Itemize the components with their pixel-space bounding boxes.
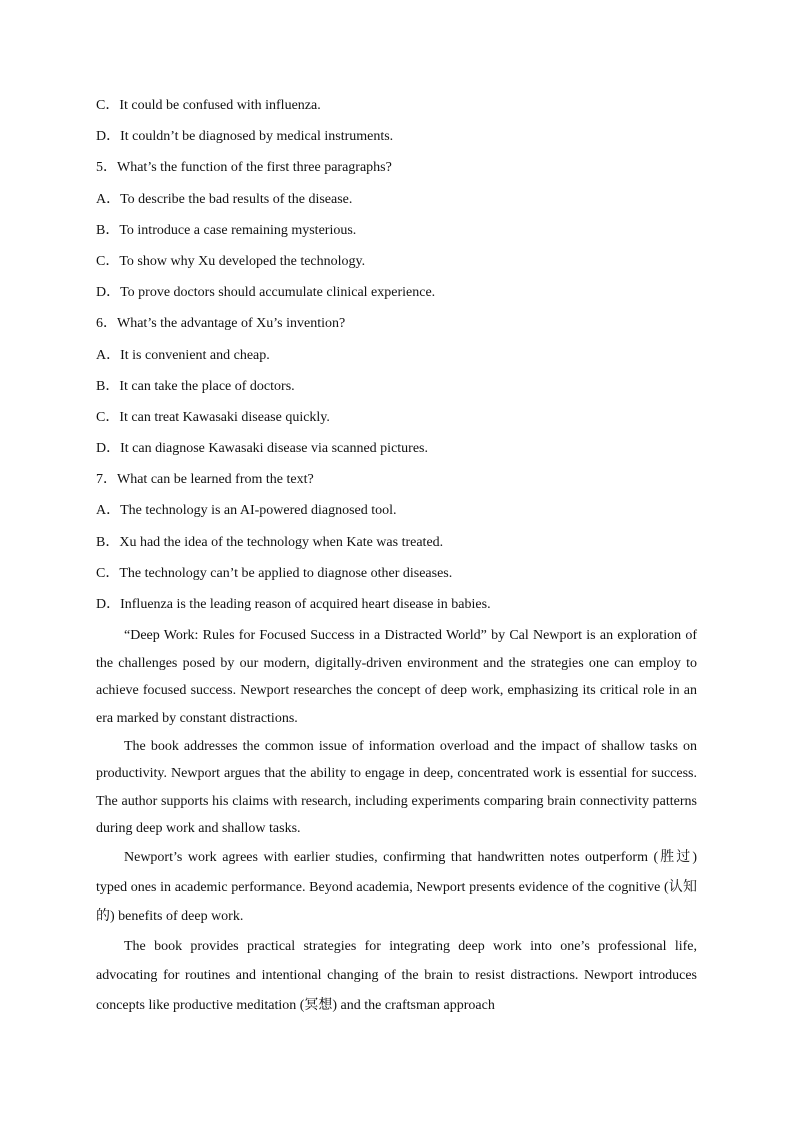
option-line: A．The technology is an AI-powered diagnosed tool. [96,503,397,519]
option-line: D．Influenza is the leading reason of acquired heart disease in babies. [96,597,491,612]
option-line: C．The technology can’t be applied to diagnose other diseases. [96,565,453,581]
option-line: C．To show why Xu developed the technology. [96,253,366,269]
option-line: A．It is convenient and cheap. [96,347,270,363]
passage-paragraph-3: Newport’s work agrees with earlier studies, confirming that handwritten notes outperform (胜过) typed ones in academic performance. Beyond academia, Newport presents evidence of the cognitive (认知的) benefits of deep work. [96,849,697,925]
option-line: B．It can take the place of doctors. [96,378,295,394]
option-line: B．To introduce a case remaining mysterious. [96,222,357,238]
option-line: D．To prove doctors should accumulate clinical experience. [96,285,436,301]
passage-paragraph-2: The book addresses the common issue of information overload and the impact of shallow tasks on productivity. Newport argues that the ability to engage in deep, concentrated work is essential for success. The author supports his claims with research, including experiments comparing brain connectivity patterns during deep work and shallow tasks. [96,738,697,837]
passage-paragraph-4: The book provides practical strategies for integrating deep work into one’s professional life, advocating for routines and intentional changing of the brain to resist distractions. Newport introduces concepts like productive meditation (冥想) and the craftsman approach [96,938,697,1013]
question-line: 6．What’s the advantage of Xu’s invention? [96,316,346,332]
option-line: C．It can treat Kawasaki disease quickly. [96,409,330,425]
passage-paragraph-1: “Deep Work: Rules for Focused Success in a Distracted World” by Cal Newport is an exploration of the challenges posed by our modern, digitally-driven environment and the strategies one can employ to achieve focused success. Newport researches the concept of deep work, emphasizing its critical role in an era marked by constant distractions. [96,628,697,726]
document-page [96,96,697,1021]
question-line: 7．What can be learned from the text? [96,472,314,488]
option-line: A．To describe the bad results of the disease. [96,191,353,207]
option-line: B．Xu had the idea of the technology when Kate was treated. [96,534,444,550]
question-line: 5．What’s the function of the first three paragraphs? [96,160,392,176]
option-line: D．It can diagnose Kawasaki disease via scanned pictures. [96,441,428,457]
option-line: D．It couldn’t be diagnosed by medical instruments. [96,129,394,145]
option-line: C．It could be confused with influenza. [96,98,321,113]
